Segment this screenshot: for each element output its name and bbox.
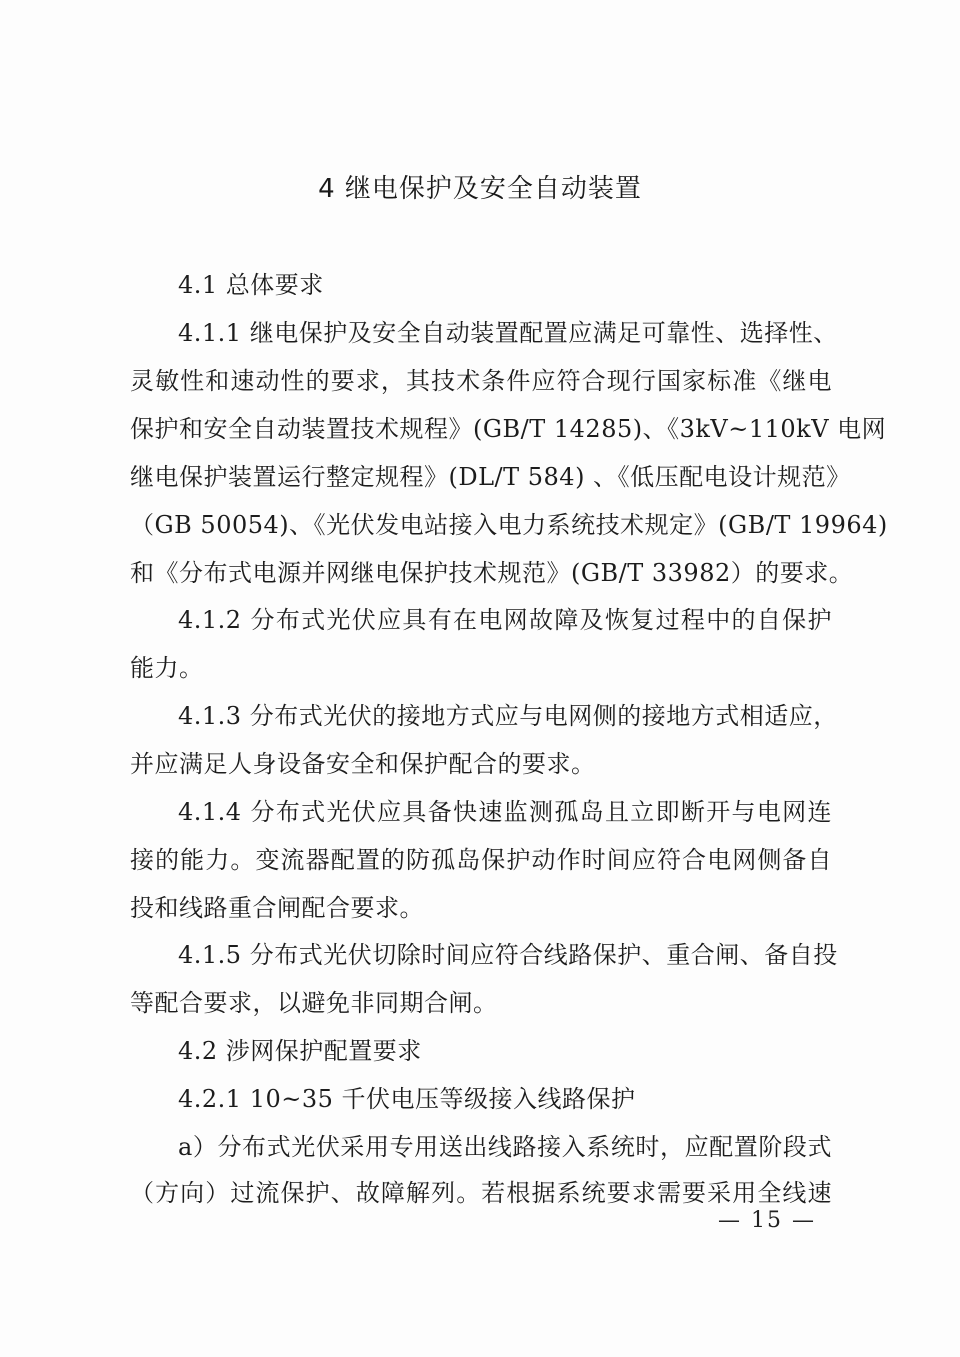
paragraph-line: 4.1.4 分布式光伏应具备快速监测孤岛且立即断开与电网连 [178, 798, 832, 826]
page-number: — 15 — [718, 1208, 816, 1233]
paragraph-line: a）分布式光伏采用专用送出线路接入系统时，应配置阶段式 [178, 1133, 832, 1161]
paragraph-line: 4.1.1 继电保护及安全自动装置配置应满足可靠性、选择性、 [178, 319, 838, 347]
paragraph-line: 并应满足人身设备安全和保护配合的要求。 [130, 750, 596, 778]
paragraph-line: 保护和安全自动装置技术规程》(GB/T 14285)、《3kV~110kV 电网 [130, 415, 887, 443]
chapter-title: 4 继电保护及安全自动装置 [318, 174, 642, 204]
paragraph-line: 4.1.5 分布式光伏切除时间应符合线路保护、重合闸、备自投 [178, 941, 838, 969]
paragraph-line: 继电保护装置运行整定规程》(DL/T 584) 、《低压配电设计规范》 [130, 463, 851, 491]
paragraph-line: 灵敏性和速动性的要求，其技术条件应符合现行国家标准《继电 [130, 367, 832, 395]
paragraph-line: 接的能力。变流器配置的防孤岛保护动作时间应符合电网侧备自 [130, 846, 832, 874]
paragraph-line: 4.1.3 分布式光伏的接地方式应与电网侧的接地方式相适应， [178, 702, 838, 730]
section-heading-4-1: 4.1 总体要求 [178, 271, 324, 299]
paragraph-line: （GB 50054)、《光伏发电站接入电力系统技术规定》(GB/T 19964) [130, 511, 888, 539]
section-heading-4-2-1: 4.2.1 10~35 千伏电压等级接入线路保护 [178, 1085, 636, 1113]
paragraph-line: 能力。 [130, 654, 204, 682]
paragraph-line: 等配合要求，以避免非同期合闸。 [130, 989, 498, 1017]
paragraph-line: 4.1.2 分布式光伏应具有在电网故障及恢复过程中的自保护 [178, 606, 832, 634]
paragraph-line: （方向）过流保护、故障解列。若根据系统要求需要采用全线速 [130, 1179, 832, 1207]
paragraph-line: 和《分布式电源并网继电保护技术规范》(GB/T 33982）的要求。 [130, 559, 854, 587]
section-heading-4-2: 4.2 涉网保护配置要求 [178, 1037, 422, 1065]
paragraph-line: 投和线路重合闸配合要求。 [130, 894, 424, 922]
